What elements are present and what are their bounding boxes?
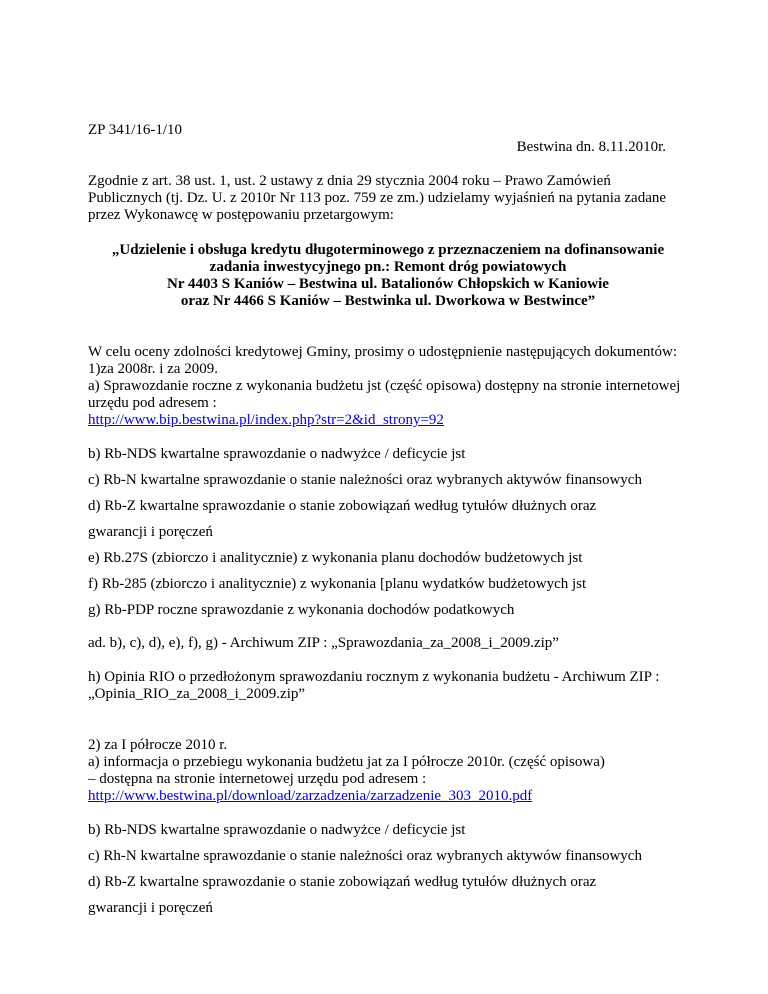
list-item-h: h) Opinia RIO o przedłożonym sprawozdaniu rocznym z wykonania budżetu - Archiwum ZIP : „Opinia_RIO_za_2008_i_2009.zip” bbox=[88, 669, 660, 702]
archive-note: ad. b), c), d), e), f), g) - Archiwum ZIP : „Sprawozdania_za_2008_i_2009.zip” bbox=[88, 635, 559, 651]
tender-title-line: „Udzielenie i obsługa kredytu długoterminowego z przeznaczeniem na dofinansowanie bbox=[111, 242, 665, 258]
list-item-d-cont: gwarancji i poręczeń bbox=[88, 900, 213, 916]
list-item-a: a) informacja o przebiegu wykonania budżetu jat za I półrocze 2010r. (część opisowa) bbox=[88, 754, 605, 770]
list-item-d: d) Rb-Z kwartalne sprawozdanie o stanie zobowiązań według tytułów dłużnych oraz bbox=[88, 874, 597, 890]
section-2008-2009 bbox=[88, 344, 688, 703]
document-page bbox=[88, 122, 688, 917]
list-item-e: e) Rb.27S (zbiorczo i analitycznie) z wykonania planu dochodów budżetowych jst bbox=[88, 550, 583, 566]
budget-report-link[interactable]: http://www.bip.bestwina.pl/index.php?str=2&id_strony=92 bbox=[88, 412, 444, 428]
intro-paragraph: Zgodnie z art. 38 ust. 1, ust. 2 ustawy z dnia 29 stycznia 2004 roku – Prawo Zamówień Publicznych (tj. Dz. U. z 2010r Nr 113 poz. 759 ze zm.) udzielamy wyjaśnień na pytania zadane przez Wykonawcę w postępowaniu przetargowym: bbox=[88, 173, 667, 223]
list-item-b: b) Rb-NDS kwartalne sprawozdanie o nadwyżce / deficycie jst bbox=[88, 822, 466, 838]
list-item-c: c) Rh-N kwartalne sprawozdanie o stanie należności oraz wybranych aktywów finansowych bbox=[88, 848, 642, 864]
list-item-c: c) Rb-N kwartalne sprawozdanie o stanie należności oraz wybranych aktywów finansowych bbox=[88, 472, 642, 488]
document-date: Bestwina dn. 8.11.2010r. bbox=[516, 139, 666, 155]
budget-execution-link[interactable]: http://www.bestwina.pl/download/zarzadzenia/zarzadzenie_303_2010.pdf bbox=[88, 788, 533, 804]
section-lead: W celu oceny zdolności kredytowej Gminy, prosimy o udostępnienie następujących dokumentów: bbox=[88, 344, 678, 360]
section-heading: 2) za I półrocze 2010 r. bbox=[88, 737, 228, 753]
tender-title-line: zadania inwestycyjnego pn.: Remont dróg powiatowych bbox=[209, 259, 567, 275]
tender-title bbox=[88, 242, 688, 310]
list-item-f: f) Rb-285 (zbiorczo i analitycznie) z wykonania [planu wydatków budżetowych jst bbox=[88, 576, 587, 592]
reference-number: ZP 341/16-1/10 bbox=[88, 122, 183, 138]
list-item-b: b) Rb-NDS kwartalne sprawozdanie o nadwyżce / deficycie jst bbox=[88, 446, 466, 462]
list-item-a-cont: – dostępna na stronie internetowej urzędu pod adresem : bbox=[88, 771, 427, 787]
list-item-g: g) Rb-PDP roczne sprawozdanie z wykonania dochodów podatkowych bbox=[88, 602, 515, 618]
section-heading: 1)za 2008r. i za 2009. bbox=[88, 361, 218, 377]
list-item-a: a) Sprawozdanie roczne z wykonania budżetu jst (część opisowa) dostępny na stronie internetowej urzędu pod adresem : bbox=[88, 378, 681, 411]
list-item-d: d) Rb-Z kwartalne sprawozdanie o stanie zobowiązań według tytułów dłużnych oraz bbox=[88, 498, 597, 514]
tender-title-line: oraz Nr 4466 S Kaniów – Bestwinka ul. Dworkowa w Bestwince” bbox=[180, 293, 596, 309]
tender-title-line: Nr 4403 S Kaniów – Bestwina ul. Batalionów Chłopskich w Kaniowie bbox=[167, 276, 609, 292]
list-item-d-cont: gwarancji i poręczeń bbox=[88, 524, 213, 540]
section-2010-h1 bbox=[88, 737, 688, 917]
